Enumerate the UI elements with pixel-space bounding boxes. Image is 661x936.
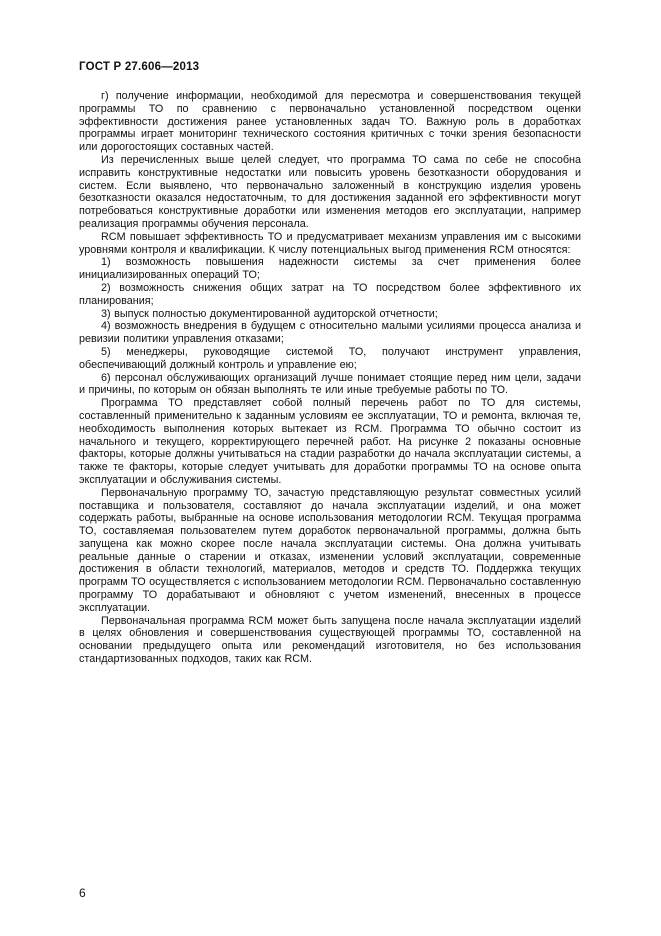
- list-item-paragraph: 3) выпуск полностью документированной аудиторской отчетности;: [101, 307, 438, 320]
- paragraph: Первоначальная программа RCM может быть запущена после начала эксплуатации изделий в целях обновления и совершенствования существующей программы ТО, составленной на основании предыдущего опыта или рекомендаций изготовителя, но без использования стандартизованных подходов, таких как RCM.: [79, 614, 581, 666]
- list-item-paragraph: 5) менеджеры, руководящие системой ТО, получают инструмент управления, обеспечивающий должный контроль и управление ею;: [79, 345, 581, 371]
- paragraph: г) получение информации, необходимой для пересмотра и совершенствования текущей программы ТО по сравнению с первоначально установленной посредством оценки эффективности достижения ранее установленных задач ТО. Важную роль в доработках программы играет мониторинг технического состояния критичных с точки зрения безопасности или дорогостоящих составных частей.: [79, 90, 581, 154]
- paragraph: Из перечисленных выше целей следует, что программа ТО сама по себе не способна исправить конструктивные недостатки или повысить уровень безотказности оборудования и систем. Если выявлено, что первоначально заложенный в конструкцию изделия уровень безотказности оказался недостаточным, то для достижения заданной его эффективности могут потребоваться конструктивные доработки или изменения методов его эксплуатации, например реализация программы обучения персонала.: [79, 153, 581, 230]
- paragraph: Программа ТО представляет собой полный перечень работ по ТО для системы, составленный применительно к заданным условиям ее эксплуатации, ТО и ремонта, включая те, необходимость выполнения которых вытекает из RCM. Программа ТО обычно состоит из начального и текущего, корректирующего перечней работ. На рисунке 2 показаны основные факторы, которые должны учитываться на стадии разработки до начала эксплуатации системы, а также те факторы, которые следует учитывать для доработки программы ТО на основе опыта эксплуатации и обслуживания системы.: [79, 397, 581, 486]
- page-number: 6: [79, 886, 86, 900]
- list-item-paragraph: 6) персонал обслуживающих организаций лучше понимает стоящие перед ним цели, задачи и причины, по которым он обязан выполнять те или иные требуемые работы по ТО.: [79, 371, 581, 397]
- list-item-paragraph: 1) возможность повышения надежности системы за счет применения более инициализированных операций ТО;: [79, 256, 581, 282]
- standard-number-header: ГОСТ Р 27.606—2013: [79, 61, 200, 73]
- list-item-paragraph: 2) возможность снижения общих затрат на ТО посредством более эффективного их планирования;: [79, 281, 581, 307]
- text-block: [79, 61, 581, 666]
- paragraph: RCM повышает эффективность ТО и предусматривает механизм управления им с высокими уровнями контроля и квалификации. К числу потенциальных выгод применения RCM относятся:: [79, 230, 581, 256]
- list-item-paragraph: 4) возможность внедрения в будущем с относительно малыми усилиями процесса анализа и ревизии политики управления отказами;: [79, 320, 581, 346]
- paragraph: Первоначальную программу ТО, зачастую представляющую результат совместных усилий поставщика и пользователя, составляют до начала эксплуатации изделий, и она может содержать работы, выбранные на основе использования методологии RCM. Текущая программа ТО, составляемая пользователем путем доработок первоначальной программы, должна быть запущена как можно скорее после начала эксплуатации системы. Она должна учитывать реальные данные о старении и отказах, изменении условий эксплуатации, современные достижения в области технологий, материалов, методов и средств ТО. Поддержка текущих программ ТО осуществляется с использованием методологии RCM. Первоначально составленную программу ТО дорабатывают и обновляют с учетом изменений, внесенных в процессе эксплуатации.: [79, 486, 582, 614]
